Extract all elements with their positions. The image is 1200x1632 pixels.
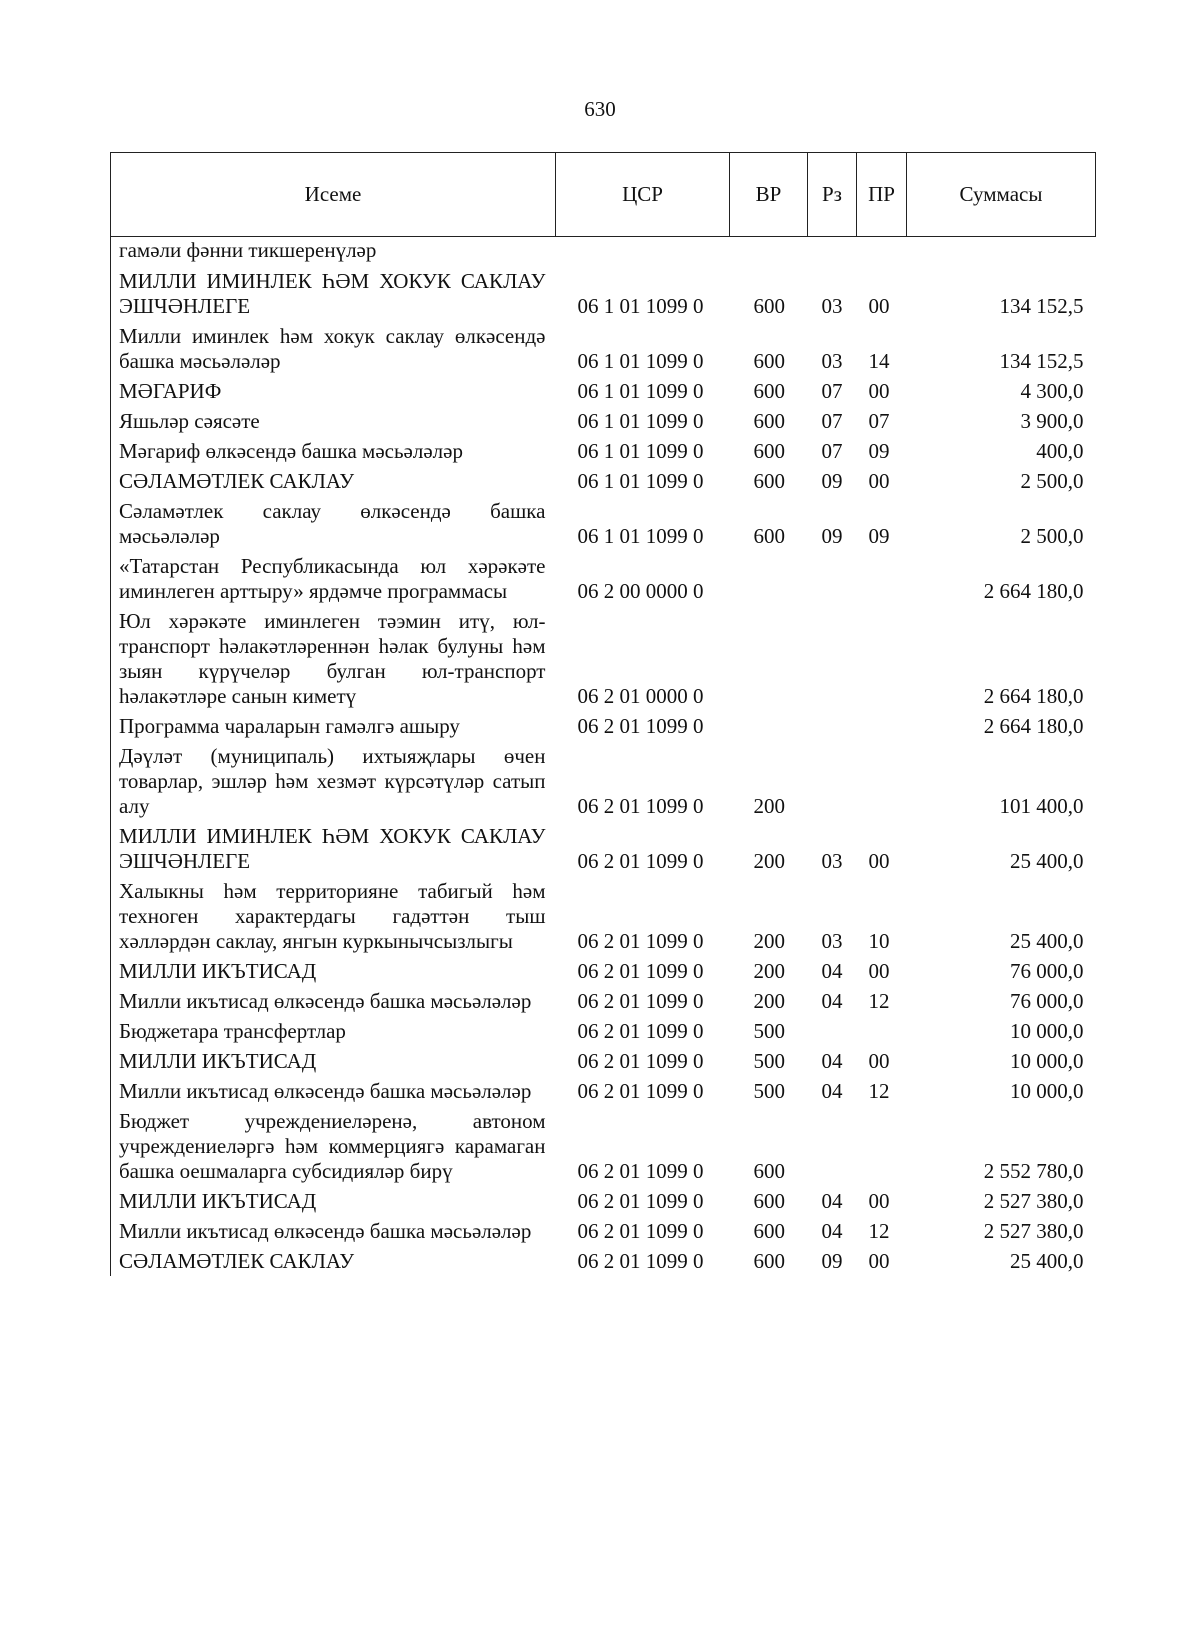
table-row (111, 1076, 1096, 1106)
row-csr: 06 1 01 1099 0 (577, 468, 704, 493)
table-body (111, 237, 1096, 1277)
row-csr: 06 1 01 1099 0 (577, 438, 704, 463)
row-csr: 06 2 01 1099 0 (577, 793, 704, 818)
row-sum: 2 527 380,0 (983, 1188, 1084, 1213)
header-rz: Рз (808, 153, 857, 237)
row-vr (730, 237, 808, 267)
row-csr: 06 2 01 1099 0 (577, 848, 704, 873)
row-sum: 10 000,0 (1010, 1018, 1084, 1043)
row-csr: 06 2 01 1099 0 (577, 1218, 704, 1243)
row-sum: 2 664 180,0 (983, 683, 1084, 708)
row-vr (730, 606, 808, 711)
row-name: СӘЛАМӘТЛЕК САКЛАУ (111, 1246, 556, 1276)
row-pr: 00 (868, 848, 890, 873)
row-vr: 600 (753, 1218, 785, 1243)
row-csr: 06 2 01 1099 0 (577, 1248, 704, 1273)
header-name: Исеме (111, 153, 556, 237)
row-rz: 09 (821, 468, 843, 493)
row-csr: 06 2 01 1099 0 (577, 1048, 704, 1073)
row-rz: 03 (821, 348, 843, 373)
table-row (111, 496, 1096, 551)
row-csr: 06 1 01 1099 0 (577, 293, 704, 318)
row-rz: 03 (821, 293, 843, 318)
row-vr: 600 (753, 378, 785, 403)
row-sum: 25 400,0 (1010, 1248, 1084, 1273)
row-pr (857, 741, 907, 821)
row-vr: 200 (753, 793, 785, 818)
row-pr (857, 1016, 907, 1046)
row-csr: 06 1 01 1099 0 (577, 408, 704, 433)
row-csr: 06 1 01 1099 0 (577, 348, 704, 373)
row-pr: 12 (868, 988, 890, 1013)
row-name: Юл хәрәкәте иминлеген тәэмин итү, юл-транспорт һәлакәтләреннән һәлак булуны һәм зыян күрүчеләр булган юл-транспорт һәлакәтләре санын киметү (111, 606, 556, 711)
row-vr: 600 (753, 1188, 785, 1213)
row-sum: 76 000,0 (1010, 958, 1084, 983)
row-name: Сәламәтлек саклау өлкәсендә башка мәсьәләләр (111, 496, 556, 551)
row-vr: 500 (753, 1078, 785, 1103)
header-sum: Суммасы (907, 153, 1096, 237)
row-vr: 600 (753, 408, 785, 433)
row-rz: 07 (821, 378, 843, 403)
row-rz (808, 1106, 857, 1186)
row-vr: 600 (753, 348, 785, 373)
row-pr: 00 (868, 468, 890, 493)
row-vr: 600 (753, 1248, 785, 1273)
row-pr: 09 (868, 523, 890, 548)
row-csr: 06 2 01 1099 0 (577, 988, 704, 1013)
row-pr: 00 (868, 1048, 890, 1073)
row-sum: 101 400,0 (999, 793, 1084, 818)
row-rz (808, 606, 857, 711)
row-pr: 00 (868, 293, 890, 318)
table-header (111, 153, 1096, 237)
header-pr: ПР (857, 153, 907, 237)
row-csr: 06 2 01 1099 0 (577, 713, 704, 738)
row-pr: 12 (868, 1218, 890, 1243)
table-row (111, 986, 1096, 1016)
row-rz: 07 (821, 408, 843, 433)
row-name: Милли икътисад өлкәсендә башка мәсьәләләр (111, 1076, 556, 1106)
row-csr: 06 2 01 0000 0 (577, 683, 704, 708)
header-csr: ЦСР (556, 153, 730, 237)
row-rz: 04 (821, 1078, 843, 1103)
row-sum: 134 152,5 (999, 348, 1084, 373)
row-sum: 10 000,0 (1010, 1048, 1084, 1073)
row-name: МИЛЛИ ИКЪТИСАД (111, 1046, 556, 1076)
row-pr (857, 551, 907, 606)
row-pr: 00 (868, 1188, 890, 1213)
table-row (111, 1046, 1096, 1076)
row-rz: 03 (821, 928, 843, 953)
row-pr (857, 1106, 907, 1186)
row-csr: 06 1 01 1099 0 (577, 523, 704, 548)
row-name: МИЛЛИ ИКЪТИСАД (111, 956, 556, 986)
row-csr (556, 237, 730, 267)
table-row (111, 551, 1096, 606)
table-row (111, 1016, 1096, 1046)
row-csr: 06 2 01 1099 0 (577, 1078, 704, 1103)
row-name: Мәгариф өлкәсендә башка мәсьәләләр (111, 436, 556, 466)
table-row (111, 711, 1096, 741)
row-sum (907, 237, 1096, 267)
row-csr: 06 2 01 1099 0 (577, 1018, 704, 1043)
row-name: Милли икътисад өлкәсендә башка мәсьәләләр (111, 1216, 556, 1246)
row-pr: 10 (868, 928, 890, 953)
row-pr: 14 (868, 348, 890, 373)
row-rz: 09 (821, 523, 843, 548)
row-name: Яшьләр сәясәте (111, 406, 556, 436)
row-pr: 00 (868, 1248, 890, 1273)
table-row (111, 321, 1096, 376)
table-row (111, 956, 1096, 986)
row-csr: 06 2 01 1099 0 (577, 1188, 704, 1213)
row-rz (808, 1016, 857, 1046)
row-name: Милли икътисад өлкәсендә башка мәсьәләләр (111, 986, 556, 1016)
row-pr: 00 (868, 958, 890, 983)
page-number: 630 (584, 97, 616, 121)
row-name: МИЛЛИ ИКЪТИСАД (111, 1186, 556, 1216)
table-row (111, 237, 1096, 267)
header-vr: ВР (730, 153, 808, 237)
row-name: МИЛЛИ ИМИНЛЕК ҺӘМ ХОКУК САКЛАУ ЭШЧӘНЛЕГЕ (111, 821, 556, 876)
row-vr (730, 711, 808, 741)
row-sum: 25 400,0 (1010, 848, 1084, 873)
row-csr: 06 2 01 1099 0 (577, 1158, 704, 1183)
row-rz (808, 237, 857, 267)
row-vr (730, 551, 808, 606)
row-csr: 06 2 00 0000 0 (577, 578, 704, 603)
table-row (111, 1216, 1096, 1246)
table-row (111, 376, 1096, 406)
row-vr: 200 (753, 958, 785, 983)
table-row (111, 821, 1096, 876)
row-csr: 06 1 01 1099 0 (577, 378, 704, 403)
row-rz: 04 (821, 988, 843, 1013)
row-pr: 07 (868, 408, 890, 433)
row-pr (857, 606, 907, 711)
row-vr: 600 (753, 293, 785, 318)
row-name: Бюджетара трансфертлар (111, 1016, 556, 1046)
row-sum: 2 500,0 (1020, 468, 1084, 493)
row-name: Милли иминлек һәм хокук саклау өлкәсендә башка мәсьәләләр (111, 321, 556, 376)
row-rz: 03 (821, 848, 843, 873)
row-csr: 06 2 01 1099 0 (577, 958, 704, 983)
row-rz (808, 711, 857, 741)
row-vr: 500 (753, 1018, 785, 1043)
row-pr (857, 711, 907, 741)
row-name: МИЛЛИ ИМИНЛЕК ҺӘМ ХОКУК САКЛАУ ЭШЧӘНЛЕГЕ (111, 266, 556, 321)
table-row (111, 741, 1096, 821)
row-name: гамәли фәнни тикшеренүләр (111, 237, 556, 267)
row-sum: 2 664 180,0 (983, 578, 1084, 603)
row-rz (808, 551, 857, 606)
row-name: «Татарстан Республикасында юл хәрәкәте иминлеген арттыру» ярдәмче программасы (111, 551, 556, 606)
row-csr: 06 2 01 1099 0 (577, 928, 704, 953)
row-pr (857, 237, 907, 267)
row-name: СӘЛАМӘТЛЕК САКЛАУ (111, 466, 556, 496)
table-row (111, 266, 1096, 321)
row-sum: 3 900,0 (1020, 408, 1084, 433)
row-sum: 134 152,5 (999, 293, 1084, 318)
table-row (111, 466, 1096, 496)
row-name: Программа чараларын гамәлгә ашыру (111, 711, 556, 741)
row-vr: 200 (753, 988, 785, 1013)
row-rz: 07 (821, 438, 843, 463)
row-vr: 500 (753, 1048, 785, 1073)
row-pr: 12 (868, 1078, 890, 1103)
table-row (111, 1246, 1096, 1276)
row-name: Бюджет учреждениеләренә, автоном учреждениеләргә һәм коммерциягә карамаган башка оешмаларга субсидияләр бирү (111, 1106, 556, 1186)
row-pr: 09 (868, 438, 890, 463)
row-sum: 2 500,0 (1020, 523, 1084, 548)
row-sum: 400,0 (1036, 438, 1084, 463)
row-vr: 600 (753, 468, 785, 493)
row-vr: 200 (753, 928, 785, 953)
row-rz: 04 (821, 1218, 843, 1243)
table-row (111, 1186, 1096, 1216)
row-sum: 4 300,0 (1020, 378, 1084, 403)
row-rz: 09 (821, 1248, 843, 1273)
table-row (111, 876, 1096, 956)
row-name: Дәүләт (муниципаль) ихтыяҗлары өчен товарлар, эшләр һәм хезмәт күрсәтүләр сатып алу (111, 741, 556, 821)
row-sum: 2 552 780,0 (983, 1158, 1084, 1183)
table-row (111, 436, 1096, 466)
budget-table (110, 152, 1096, 1276)
row-sum: 25 400,0 (1010, 928, 1084, 953)
row-pr: 00 (868, 378, 890, 403)
row-sum: 2 664 180,0 (983, 713, 1084, 738)
table-row (111, 606, 1096, 711)
row-name: МӘГАРИФ (111, 376, 556, 406)
row-sum: 10 000,0 (1010, 1078, 1084, 1103)
row-vr: 200 (753, 848, 785, 873)
row-vr: 600 (753, 438, 785, 463)
row-rz: 04 (821, 1048, 843, 1073)
row-sum: 76 000,0 (1010, 988, 1084, 1013)
row-name: Халыкны һәм территорияне табигый һәм техноген характердагы гадәттән тыш хәлләрдән саклау, янгын куркынычсызлыгы (111, 876, 556, 956)
table-row (111, 406, 1096, 436)
row-vr: 600 (753, 1158, 785, 1183)
row-rz: 04 (821, 958, 843, 983)
row-rz: 04 (821, 1188, 843, 1213)
row-vr: 600 (753, 523, 785, 548)
row-rz (808, 741, 857, 821)
row-sum: 2 527 380,0 (983, 1218, 1084, 1243)
table-row (111, 1106, 1096, 1186)
